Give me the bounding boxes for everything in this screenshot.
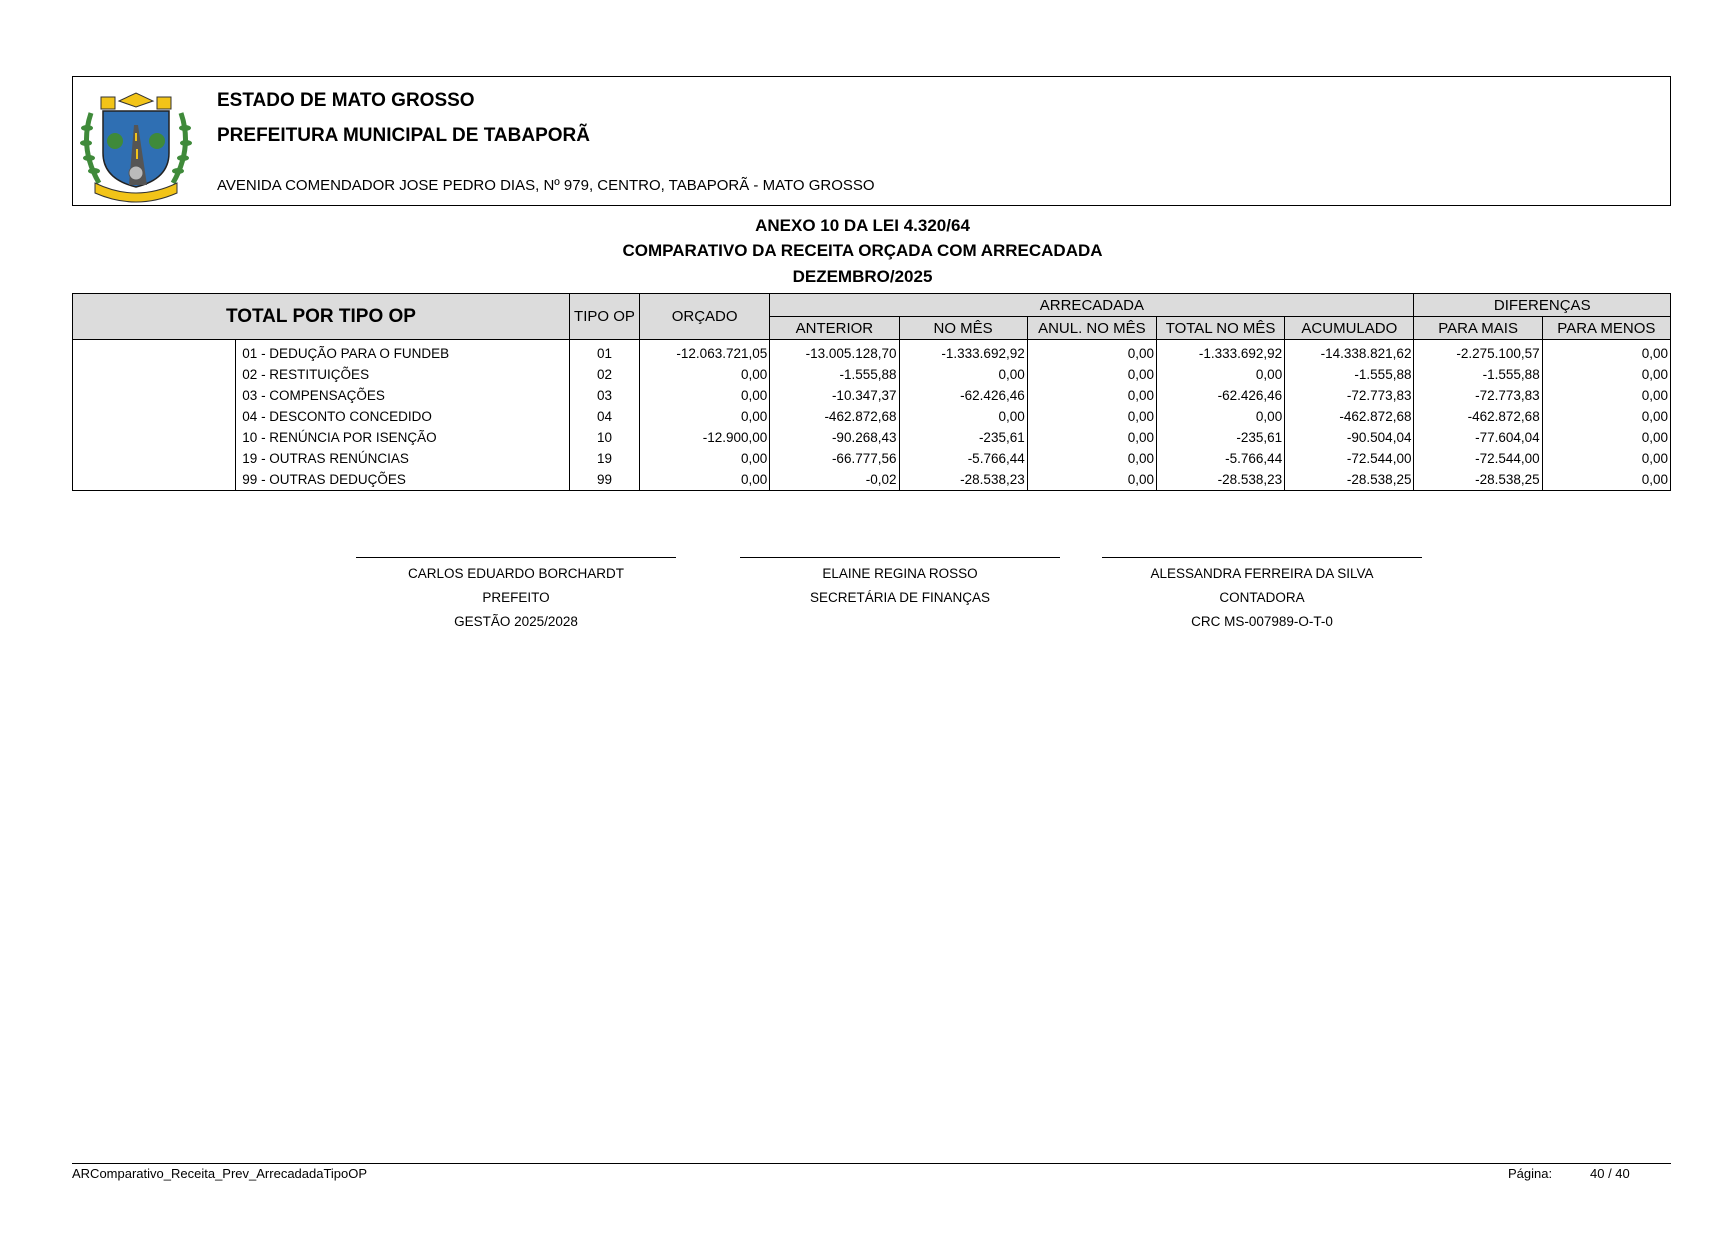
row-tipo-op: 03 (569, 385, 639, 406)
row-orcado: 0,00 (640, 469, 770, 491)
row-tipo-op: 04 (569, 406, 639, 427)
signer-role: SECRETÁRIA DE FINANÇAS (809, 590, 991, 605)
row-total-no-mes: -5.766,44 (1156, 448, 1284, 469)
row-total-no-mes: -1.333.692,92 (1156, 340, 1284, 365)
row-description: 04 - DESCONTO CONCEDIDO (236, 406, 570, 427)
row-total-no-mes: -62.426,46 (1156, 385, 1284, 406)
row-orcado: -12.900,00 (640, 427, 770, 448)
header-para-menos: PARA MENOS (1542, 317, 1670, 340)
header-no-mes: NO MÊS (899, 317, 1027, 340)
table-row (73, 340, 1671, 365)
header-orcado: ORÇADO (640, 294, 770, 340)
row-para-mais: -72.773,83 (1414, 385, 1542, 406)
row-anterior: -66.777,56 (770, 448, 899, 469)
row-total-no-mes: -28.538,23 (1156, 469, 1284, 491)
row-orcado: -12.063.721,05 (640, 340, 770, 365)
table-row (73, 427, 1671, 448)
row-no-mes: -5.766,44 (899, 448, 1027, 469)
table-row (73, 469, 1671, 491)
municipal-coat-of-arms-logo (77, 83, 195, 203)
row-no-mes: -1.333.692,92 (899, 340, 1027, 365)
signer-name: CARLOS EDUARDO BORCHARDT (407, 566, 625, 581)
row-anterior: -462.872,68 (770, 406, 899, 427)
row-anterior: -13.005.128,70 (770, 340, 899, 365)
state-name: ESTADO DE MATO GROSSO (217, 90, 475, 111)
row-no-mes: -28.538,23 (899, 469, 1027, 491)
municipality-address: AVENIDA COMENDADOR JOSE PEDRO DIAS, Nº 979, CENTRO, TABAPORÃ - MATO GROSSO (217, 177, 875, 194)
footer-divider (72, 1163, 1671, 1164)
header-total-por-tipo-op: TOTAL POR TIPO OP (73, 294, 570, 340)
row-para-menos: 0,00 (1542, 406, 1670, 427)
row-acumulado: -14.338.821,62 (1285, 340, 1414, 365)
municipality-name: PREFEITURA MUNICIPAL DE TABAPORÃ (217, 125, 590, 146)
signer-role: PREFEITO (482, 590, 550, 605)
row-description: 03 - COMPENSAÇÕES (236, 385, 570, 406)
row-tipo-op: 02 (569, 364, 639, 385)
row-para-mais: -28.538,25 (1414, 469, 1542, 491)
signer-role: CONTADORA (1219, 590, 1305, 605)
row-para-mais: -77.604,04 (1414, 427, 1542, 448)
row-orcado: 0,00 (640, 364, 770, 385)
row-anterior: -0,02 (770, 469, 899, 491)
row-tipo-op: 10 (569, 427, 639, 448)
row-para-menos: 0,00 (1542, 427, 1670, 448)
row-no-mes: -62.426,46 (899, 385, 1027, 406)
row-no-mes: 0,00 (899, 406, 1027, 427)
row-acumulado: -1.555,88 (1285, 364, 1414, 385)
row-anul-no-mes: 0,00 (1027, 427, 1156, 448)
signer-name: ALESSANDRA FERREIRA DA SILVA (1150, 566, 1374, 581)
row-orcado: 0,00 (640, 406, 770, 427)
row-tipo-op: 01 (569, 340, 639, 365)
table-row (73, 448, 1671, 469)
row-orcado: 0,00 (640, 385, 770, 406)
signature-line (740, 557, 1060, 558)
header-anul-no-mes: ANUL. NO MÊS (1027, 317, 1156, 340)
row-acumulado: -462.872,68 (1285, 406, 1414, 427)
table-row (73, 385, 1671, 406)
signer-name: ELAINE REGINA ROSSO (822, 566, 978, 581)
row-total-no-mes: 0,00 (1156, 406, 1284, 427)
row-anul-no-mes: 0,00 (1027, 340, 1156, 365)
report-title-law: ANEXO 10 DA LEI 4.320/64 (755, 216, 970, 235)
row-anterior: -90.268,43 (770, 427, 899, 448)
row-para-mais: -2.275.100,57 (1414, 340, 1542, 365)
row-acumulado: -72.544,00 (1285, 448, 1414, 469)
row-para-menos: 0,00 (1542, 340, 1670, 365)
row-acumulado: -28.538,25 (1285, 469, 1414, 491)
row-no-mes: -235,61 (899, 427, 1027, 448)
header-diferencas: DIFERENÇAS (1414, 294, 1671, 317)
report-period: DEZEMBRO/2025 (792, 267, 933, 286)
row-description: 19 - OUTRAS RENÚNCIAS (236, 448, 570, 469)
table-row (73, 364, 1671, 385)
signature-block-contadora (1102, 557, 1422, 634)
signer-extra: GESTÃO 2025/2028 (454, 614, 578, 629)
row-para-menos: 0,00 (1542, 364, 1670, 385)
row-anul-no-mes: 0,00 (1027, 364, 1156, 385)
row-para-mais: -1.555,88 (1414, 364, 1542, 385)
signature-block-secretaria (740, 557, 1060, 610)
page-number: 40 / 40 (1590, 1166, 1630, 1181)
row-anul-no-mes: 0,00 (1027, 448, 1156, 469)
row-para-menos: 0,00 (1542, 385, 1670, 406)
header-anterior: ANTERIOR (770, 317, 899, 340)
row-para-menos: 0,00 (1542, 469, 1670, 491)
report-file-name: ARComparativo_Receita_Prev_ArrecadadaTipoOP (72, 1166, 368, 1181)
row-anul-no-mes: 0,00 (1027, 385, 1156, 406)
row-anterior: -10.347,37 (770, 385, 899, 406)
signer-extra: CRC MS-007989-O-T-0 (1191, 614, 1333, 629)
row-acumulado: -90.504,04 (1285, 427, 1414, 448)
row-anul-no-mes: 0,00 (1027, 469, 1156, 491)
report-title: COMPARATIVO DA RECEITA ORÇADA COM ARRECADADA (622, 241, 1103, 260)
row-total-no-mes: 0,00 (1156, 364, 1284, 385)
row-para-mais: -72.544,00 (1414, 448, 1542, 469)
row-anul-no-mes: 0,00 (1027, 406, 1156, 427)
table-row (73, 406, 1671, 427)
row-total-no-mes: -235,61 (1156, 427, 1284, 448)
header-arrecadada: ARRECADADA (770, 294, 1414, 317)
row-tipo-op: 99 (569, 469, 639, 491)
row-description: 02 - RESTITUIÇÕES (236, 364, 570, 385)
header-acumulado: ACUMULADO (1285, 317, 1414, 340)
row-orcado: 0,00 (640, 448, 770, 469)
row-no-mes: 0,00 (899, 364, 1027, 385)
row-anterior: -1.555,88 (770, 364, 899, 385)
row-description: 99 - OUTRAS DEDUÇÕES (236, 469, 570, 491)
header-total-no-mes: TOTAL NO MÊS (1156, 317, 1284, 340)
signature-block-prefeito (356, 557, 676, 634)
row-para-mais: -462.872,68 (1414, 406, 1542, 427)
revenue-comparison-table (72, 293, 1671, 491)
page-label: Página: (1508, 1166, 1553, 1181)
signature-line (356, 557, 676, 558)
header-para-mais: PARA MAIS (1414, 317, 1542, 340)
row-description: 10 - RENÚNCIA POR ISENÇÃO (236, 427, 570, 448)
signature-line (1102, 557, 1422, 558)
row-acumulado: -72.773,83 (1285, 385, 1414, 406)
header-tipo-op: TIPO OP (569, 294, 639, 340)
row-description: 01 - DEDUÇÃO PARA O FUNDEB (236, 340, 570, 365)
row-tipo-op: 19 (569, 448, 639, 469)
report-header (72, 76, 1671, 206)
row-para-menos: 0,00 (1542, 448, 1670, 469)
